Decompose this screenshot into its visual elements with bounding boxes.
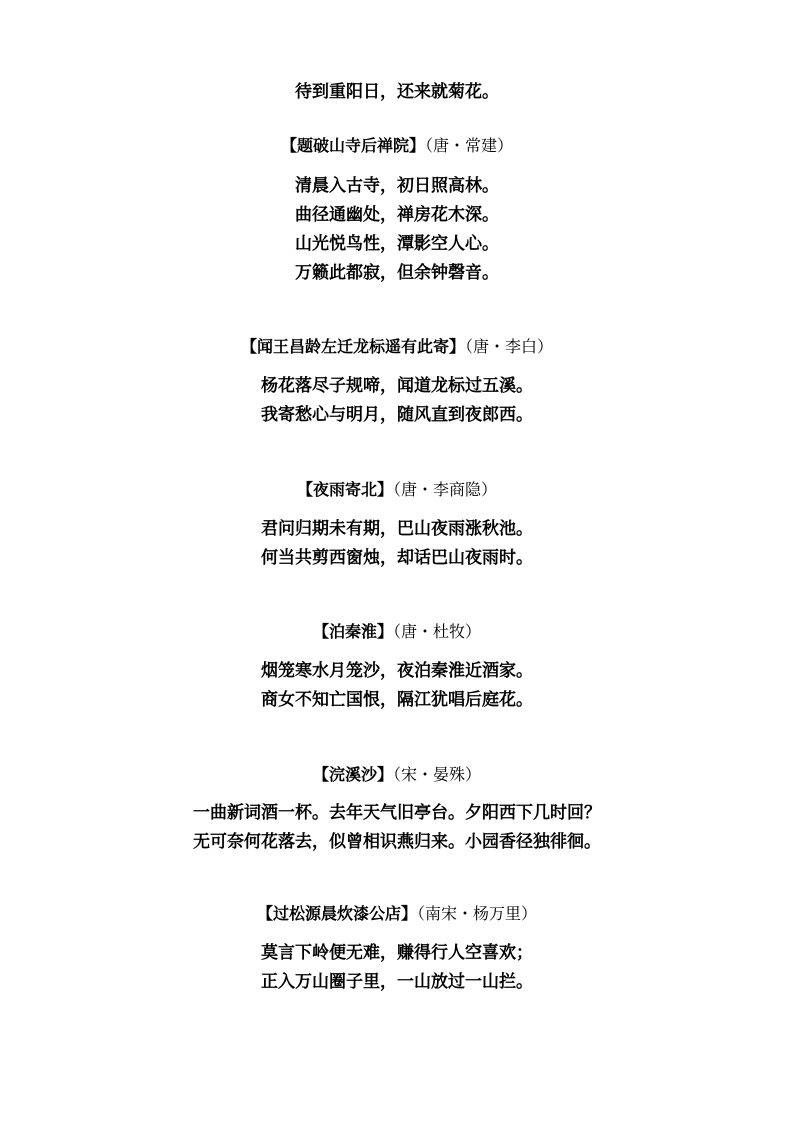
poem-author: （南宋・杨万里） [417,904,538,923]
poem-heading-1 [0,132,794,160]
verse-line: 我寄愁心与明月，随风直到夜郎西。 [261,405,533,425]
poem-title: 【浣溪沙】 [312,765,393,784]
verse-line: 杨花落尽子规啼，闻道龙标过五溪。 [261,376,533,396]
poem-heading-5 [0,761,794,789]
poem-title: 【夜雨寄北】 [296,480,393,499]
poem-title: 【闻王昌龄左迁龙标遥有此寄】 [240,337,465,356]
poem-author: （唐・李商隐） [393,480,498,499]
verse-line: 清晨入古寺，初日照高林。 [295,176,499,196]
verse-line: 山光悦鸟性，潭影空人心。 [295,234,499,254]
verse-line: 曲径通幽处，禅房花木深。 [295,205,499,225]
verse-line: 一曲新词酒一杯。去年天气旧亭台。夕阳西下几时回？ [193,803,601,823]
verse-line: 君问归期未有期，巴山夜雨涨秋池。 [261,519,533,539]
verse-line: 正入万山圈子里，一山放过一山拦。 [261,972,533,992]
poem-author: （唐・常建） [425,136,514,155]
verse-line: 无可奈何花落去，似曾相识燕归来。小园香径独徘徊。 [193,832,601,852]
poem-heading-4 [0,618,794,646]
poem-author: （宋・晏殊） [393,765,482,784]
poem-title: 【过松源晨炊漆公店】 [256,904,417,923]
poem-title: 【泊秦淮】 [312,622,393,641]
verse-line: 商女不知亡国恨，隔江犹唱后庭花。 [261,690,533,710]
verse-line: 莫言下岭便无难，赚得行人空喜欢； [261,943,533,963]
poem-title: 【题破山寺后禅院】 [280,136,425,155]
verse-line: 何当共剪西窗烛，却话巴山夜雨时。 [261,548,533,568]
verse-line: 烟笼寒水月笼沙，夜泊秦淮近酒家。 [261,661,533,681]
poem-author: （唐・杜牧） [393,622,482,641]
poem-heading-3 [0,476,794,504]
poem-heading-2 [0,333,794,361]
poem-heading-6 [0,900,794,928]
poem-author: （唐・李白） [465,337,554,356]
verse-line: 万籁此都寂，但余钟磬音。 [295,263,499,283]
verse-line-prev-tail: 待到重阳日，还来就菊花。 [295,82,499,102]
